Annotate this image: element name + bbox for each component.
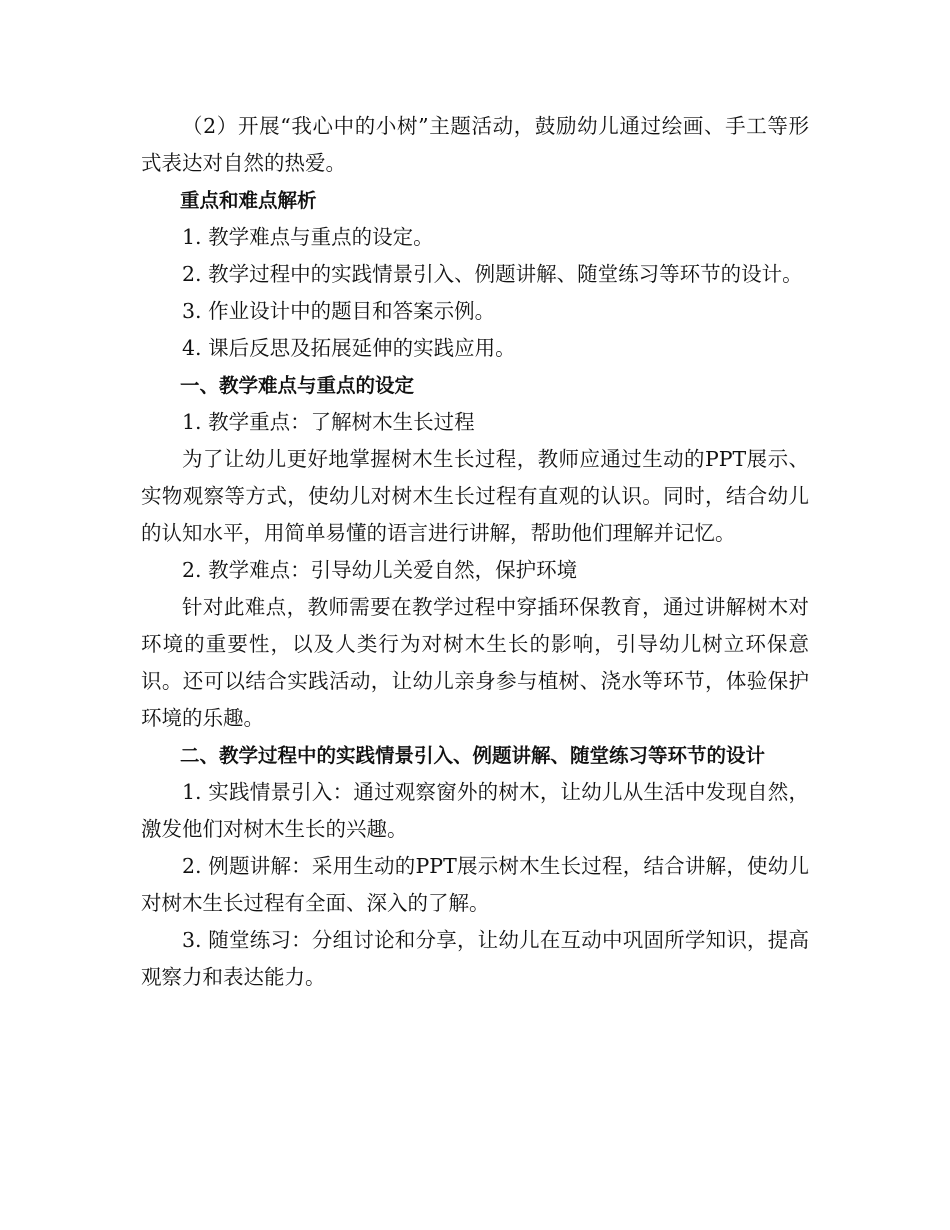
section-heading-two: 二、教学过程中的实践情景引入、例题讲解、随堂练习等环节的设计 bbox=[180, 744, 766, 767]
teaching-focus-title: 1. 教学重点：了解树木生长过程 bbox=[182, 410, 475, 434]
teaching-focus-body: 为了让幼儿更好地掌握树木生长过程，教师应通过生动的PPT展示、实物观察等方式，使幼儿对树木生长过程有直观的认识。同时，结合幼儿的认知水平，用简单易懂的语言进行讲解，帮助他们理解并记忆。 bbox=[141, 447, 809, 545]
process-item-2: 2. 例题讲解：采用生动的PPT展示树木生长过程，结合讲解，使幼儿对树木生长过程有全面、深入的了解。 bbox=[141, 854, 809, 915]
teaching-difficulty-title: 2. 教学难点：引导幼儿关爱自然，保护环境 bbox=[182, 558, 578, 582]
teaching-difficulty-body: 针对此难点，教师需要在教学过程中穿插环保教育，通过讲解树木对环境的重要性，以及人类行为对树木生长的影响，引导幼儿树立环保意识。还可以结合实践活动，让幼儿亲身参与植树、浇水等环节，体验保护环境的乐趣。 bbox=[141, 595, 809, 730]
key-point-item-3: 3. 作业设计中的题目和答案示例。 bbox=[182, 299, 496, 323]
process-item-3: 3. 随堂练习：分组讨论和分享，让幼儿在互动中巩固所学知识，提高观察力和表达能力。 bbox=[141, 928, 809, 989]
key-point-item-4: 4. 课后反思及拓展延伸的实践应用。 bbox=[182, 336, 516, 360]
activity-item-2: （2）开展“我心中的小树”主题活动，鼓励幼儿通过绘画、手工等形式表达对自然的热爱。 bbox=[141, 114, 809, 175]
key-point-item-1: 1. 教学难点与重点的设定。 bbox=[182, 225, 434, 249]
key-point-item-2: 2. 教学过程中的实践情景引入、例题讲解、随堂练习等环节的设计。 bbox=[182, 262, 803, 286]
document-body bbox=[141, 108, 809, 996]
section-heading-key-points: 重点和难点解析 bbox=[180, 189, 317, 212]
section-heading-one: 一、教学难点与重点的设定 bbox=[180, 374, 415, 397]
process-item-1: 1. 实践情景引入：通过观察窗外的树木，让幼儿从生活中发现自然，激发他们对树木生长的兴趣。 bbox=[141, 780, 809, 841]
